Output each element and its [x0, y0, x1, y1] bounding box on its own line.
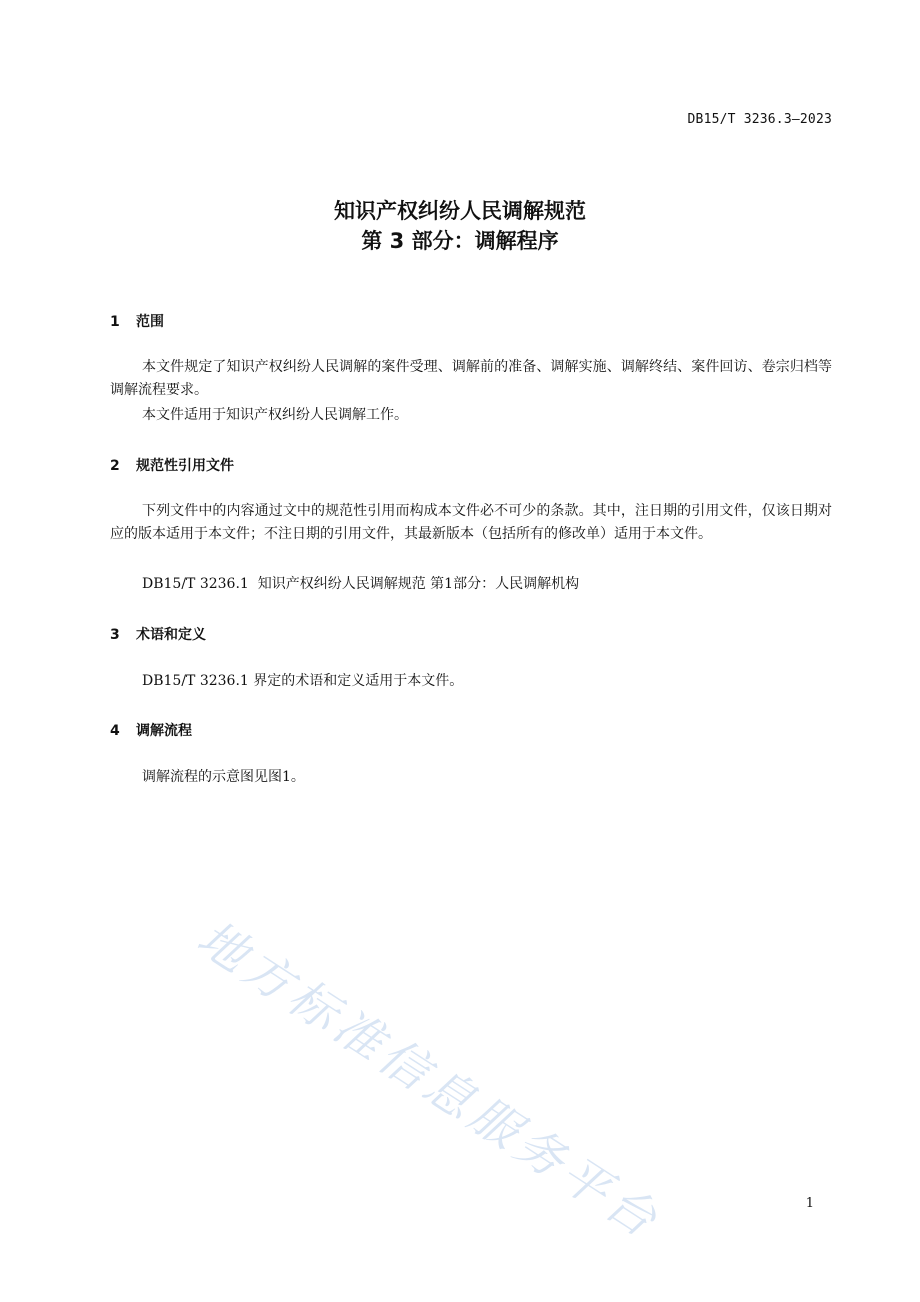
document-code: DB15/T 3236.3—2023: [687, 112, 832, 127]
title-line-2: 第 3 部分：调解程序: [361, 229, 559, 253]
section-4-paragraph-1: 调解流程的示意图见图1。: [142, 769, 305, 785]
normative-reference: DB15/T 3236.1 知识产权纠纷人民调解规范 第1部分：人民调解机构: [142, 576, 580, 592]
section-title: 范围: [136, 314, 164, 330]
document-title: [0, 196, 920, 256]
section-2-paragraph-1: 下列文件中的内容通过文中的规范性引用而构成本文件必不可少的条款。其中，注日期的引用文件，仅该日期对应的版本适用于本文件；不注日期的引用文件，其最新版本（包括所有的修改单）适用于本文件。: [110, 503, 832, 542]
section-number: 1: [110, 314, 120, 330]
section-3-paragraph-1: DB15/T 3236.1 界定的术语和定义适用于本文件。: [142, 673, 464, 689]
section-title: 术语和定义: [136, 627, 206, 643]
section-number: 4: [110, 723, 120, 739]
section-title: 规范性引用文件: [136, 458, 234, 474]
page-number: 1: [805, 1196, 814, 1211]
section-1-paragraph-1: 本文件规定了知识产权纠纷人民调解的案件受理、调解前的准备、调解实施、调解终结、案件回访、卷宗归档等调解流程要求。: [110, 359, 832, 398]
section-1-paragraph-2: 本文件适用于知识产权纠纷人民调解工作。: [142, 407, 408, 423]
watermark: 地方标准信息服务平台: [187, 909, 671, 1251]
section-2-heading: [110, 455, 234, 475]
section-3-heading: [110, 624, 206, 644]
section-4-heading: [110, 720, 192, 740]
section-1-heading: [110, 311, 164, 331]
section-number: 3: [110, 627, 120, 643]
section-number: 2: [110, 458, 120, 474]
section-title: 调解流程: [136, 723, 192, 739]
title-line-1: 知识产权纠纷人民调解规范: [334, 199, 586, 223]
